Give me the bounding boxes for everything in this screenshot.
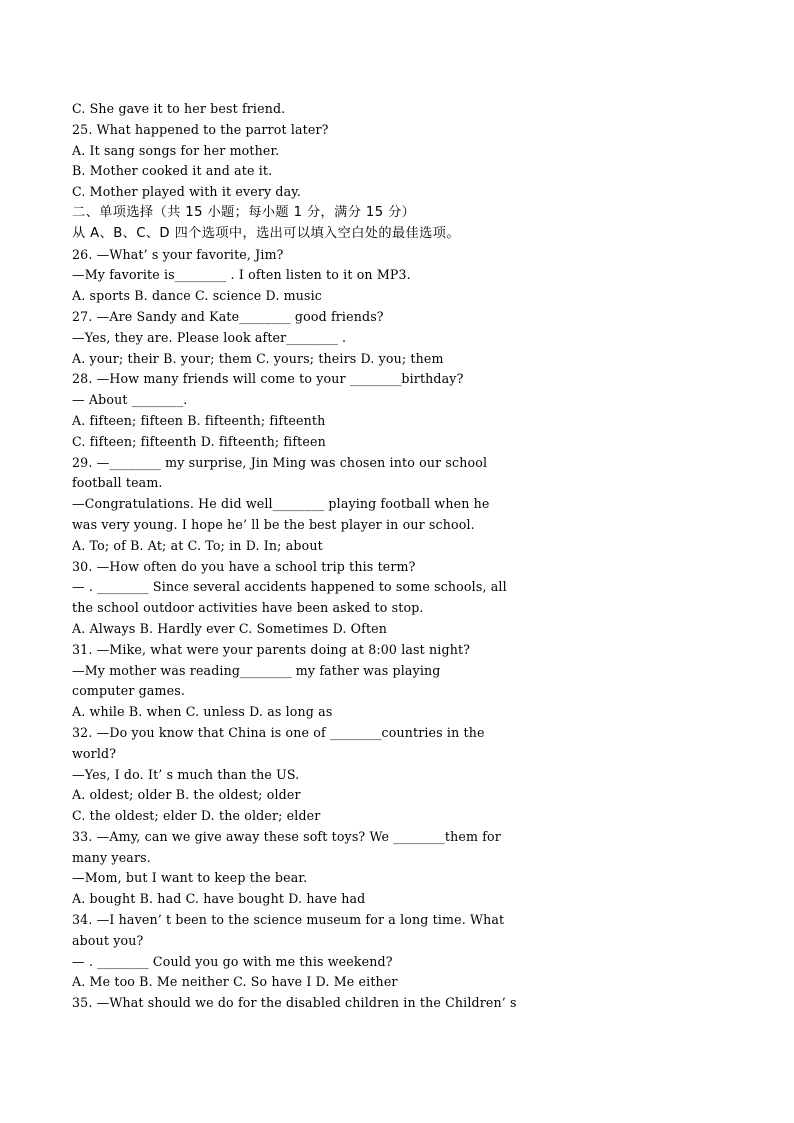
answer-option: C. Mother played with it every day. bbox=[72, 184, 302, 200]
answer-options: A. oldest; older B. the oldest; older bbox=[72, 787, 301, 803]
question-stem: 34. —I haven’ t been to the science museum for a long time. What bbox=[72, 912, 505, 928]
answer-options: A. bought B. had C. have bought D. have had bbox=[72, 891, 366, 907]
question-stem-continued: world? bbox=[72, 745, 117, 761]
dialogue-line: —My favorite is________ . I often listen to it on MP3. bbox=[72, 267, 411, 283]
question-stem: 25. What happened to the parrot later? bbox=[72, 121, 329, 137]
answer-options: A. Me too B. Me neither C. So have I D. Me either bbox=[72, 974, 398, 990]
answer-option: A. It sang songs for her mother. bbox=[72, 142, 280, 158]
question-stem-continued: about you? bbox=[72, 932, 144, 948]
dialogue-line-continued: the school outdoor activities have been asked to stop. bbox=[72, 600, 424, 616]
dialogue-line: — . ________ Since several accidents happened to some schools, all bbox=[72, 579, 507, 595]
question-stem: 29. —________ my surprise, Jin Ming was chosen into our school bbox=[72, 454, 488, 470]
question-stem: 30. —How often do you have a school trip this term? bbox=[72, 558, 416, 574]
dialogue-line-continued: was very young. I hope he’ ll be the best player in our school. bbox=[72, 516, 475, 532]
section-heading: 二、单项选择（共 15 小题；每小题 1 分，满分 15 分） bbox=[72, 204, 416, 220]
question-stem: 31. —Mike, what were your parents doing at 8:00 last night? bbox=[72, 641, 471, 657]
dialogue-line-continued: computer games. bbox=[72, 683, 185, 699]
dialogue-line: —Congratulations. He did well________ playing football when he bbox=[72, 496, 490, 512]
question-stem: 27. —Are Sandy and Kate________ good friends? bbox=[72, 308, 384, 324]
dialogue-line: —Yes, they are. Please look after________ . bbox=[72, 329, 347, 345]
answer-options: A. sports B. dance C. science D. music bbox=[72, 288, 322, 304]
question-stem: 35. —What should we do for the disabled children in the Children’ s bbox=[72, 995, 517, 1011]
dialogue-line: —Mom, but I want to keep the bear. bbox=[72, 870, 308, 886]
dialogue-line: — . ________ Could you go with me this weekend? bbox=[72, 953, 393, 969]
answer-option: B. Mother cooked it and ate it. bbox=[72, 163, 273, 179]
question-stem: 32. —Do you know that China is one of ________countries in the bbox=[72, 724, 485, 740]
dialogue-line: — About ________. bbox=[72, 392, 188, 408]
answer-options: A. fifteen; fifteen B. fifteenth; fifteenth bbox=[72, 412, 326, 428]
question-stem-continued: football team. bbox=[72, 475, 163, 491]
answer-options: C. the oldest; elder D. the older; elder bbox=[72, 808, 321, 824]
question-stem: 33. —Amy, can we give away these soft toys? We ________them for bbox=[72, 828, 501, 844]
answer-options: A. To; of B. At; at C. To; in D. In; about bbox=[72, 537, 323, 553]
answer-options: C. fifteen; fifteenth D. fifteenth; fifteen bbox=[72, 433, 326, 449]
question-stem-continued: many years. bbox=[72, 849, 151, 865]
answer-options: A. while B. when C. unless D. as long as bbox=[72, 704, 333, 720]
answer-option: C. She gave it to her best friend. bbox=[72, 101, 286, 116]
dialogue-line: —My mother was reading________ my father was playing bbox=[72, 662, 441, 678]
section-instructions: 从 A、B、C、D 四个选项中，选出可以填入空白处的最佳选项。 bbox=[72, 225, 460, 241]
answer-options: A. your; their B. your; them C. yours; theirs D. you; them bbox=[72, 350, 444, 366]
dialogue-line: —Yes, I do. It’ s much than the US. bbox=[72, 766, 300, 782]
answer-options: A. Always B. Hardly ever C. Sometimes D. Often bbox=[72, 620, 388, 636]
question-stem: 28. —How many friends will come to your ________birthday? bbox=[72, 371, 464, 387]
document-page bbox=[72, 99, 772, 1014]
question-stem: 26. —What’ s your favorite, Jim? bbox=[72, 246, 284, 262]
